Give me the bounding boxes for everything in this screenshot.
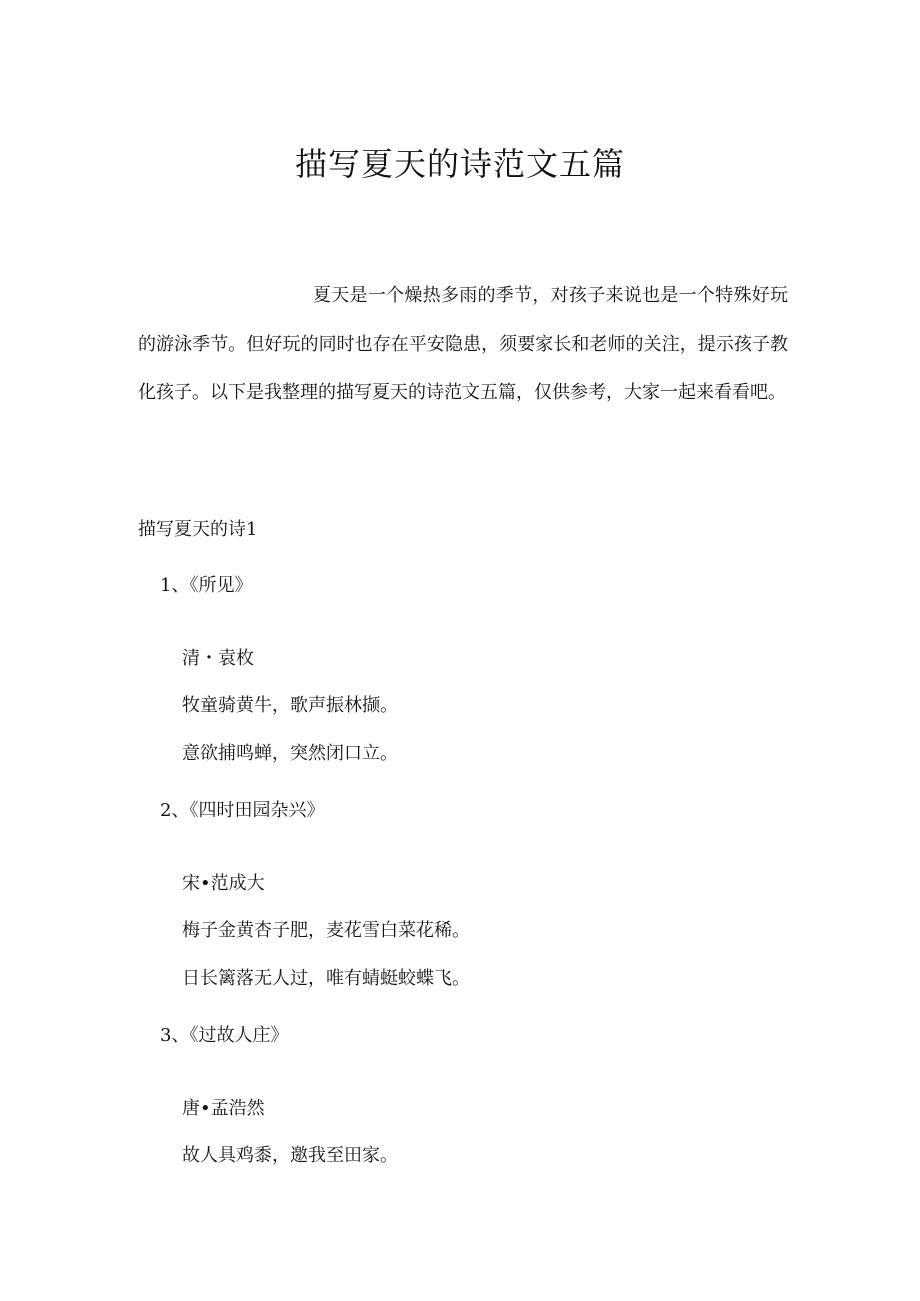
poem-line: 牧童骑黄牛，歌声振林撷。 bbox=[182, 695, 398, 716]
section-heading: 描写夏天的诗1 bbox=[138, 519, 258, 540]
poem-author: 清・袁枚 bbox=[182, 648, 254, 669]
poem-line: 故人具鸡黍，邀我至田家。 bbox=[182, 1145, 398, 1166]
poem-author: 唐•孟浩然 bbox=[182, 1098, 265, 1119]
poem-line: 日长篱落无人过，唯有蜻蜓蛟蝶飞。 bbox=[182, 968, 470, 989]
poem-heading: 3、《过故人庄》 bbox=[160, 1025, 289, 1046]
intro-paragraph: 夏天是一个燥热多雨的季节，对孩子来说也是一个特殊好玩的游泳季节。但好玩的同时也存在平安隐患，须要家长和老师的关注，提示孩子教化孩子。以下是我整理的描写夏天的诗范文五篇，仅供参考，大家一起来看看吧。 bbox=[138, 285, 788, 403]
document-title: 描写夏天的诗范文五篇 bbox=[294, 145, 625, 183]
poem-heading: 1、《所见》 bbox=[160, 575, 253, 596]
poem-author: 宋•范成大 bbox=[182, 873, 265, 894]
poem-line: 意欲捕鸣蝉，突然闭口立。 bbox=[182, 743, 398, 764]
poem-heading: 2、《四时田园杂兴》 bbox=[160, 800, 325, 821]
poem-line: 梅子金黄杏子肥，麦花雪白菜花稀。 bbox=[182, 920, 470, 941]
